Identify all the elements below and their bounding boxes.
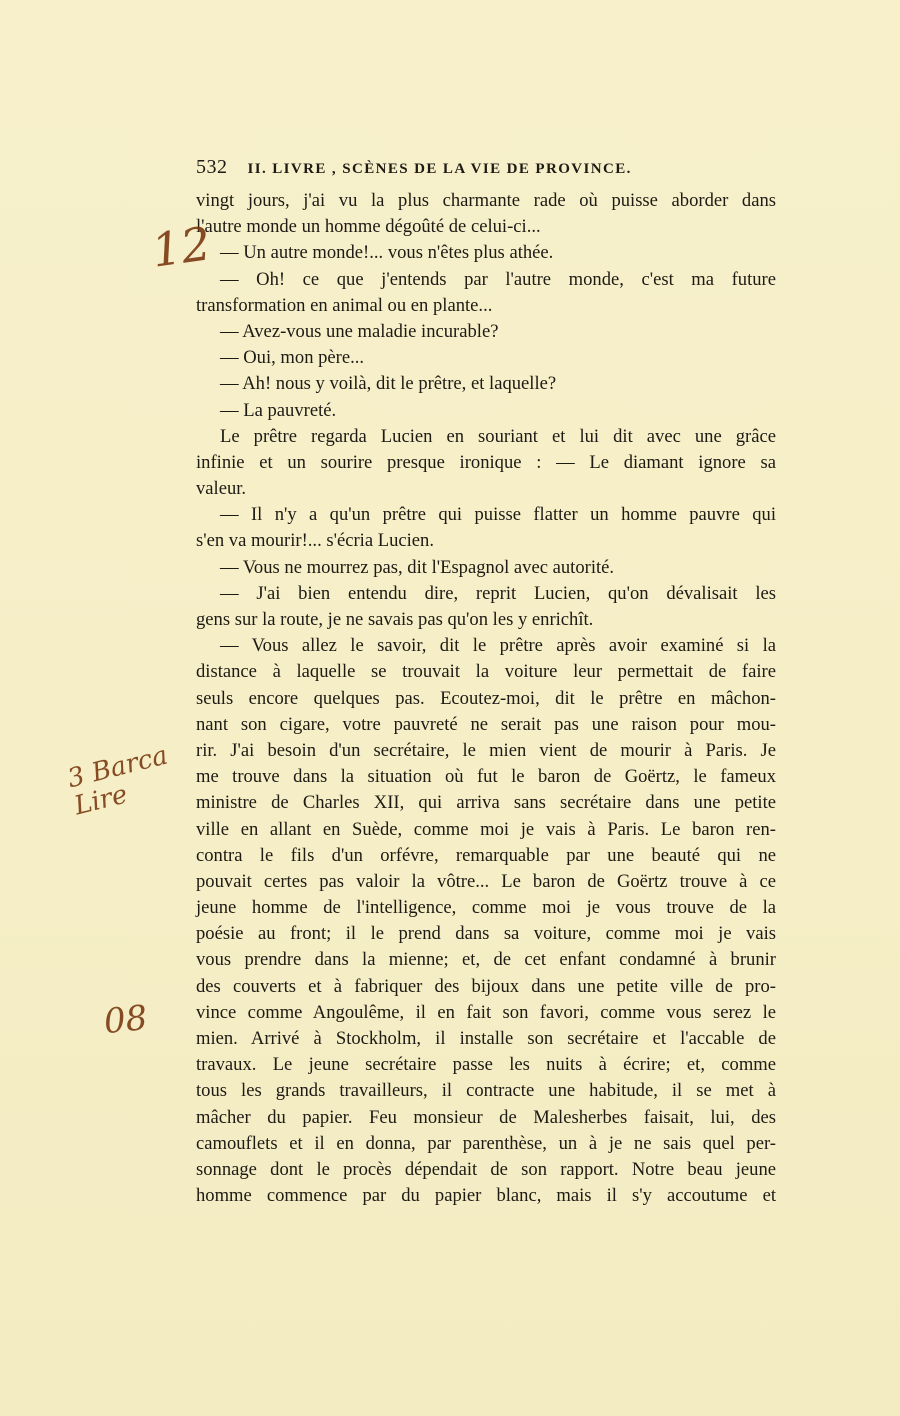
text-line: pouvait certes pas valoir la vôtre... Le baron de Goërtz trouve à ce [196,870,776,892]
text-line: nant son cigare, votre pauvreté ne serait pas une raison pour mou- [196,713,776,735]
page-number: 532 [196,156,228,178]
text-line: Le prêtre regarda Lucien en souriant et lui dit avec une grâce [220,425,776,447]
text-line: — Il n'y a qu'un prêtre qui puisse flatter un homme pauvre qui [220,504,776,526]
text-line: vous prendre dans la mienne; et, de cet enfant condamné à brunir [196,949,776,971]
text-line: gens sur la route, je ne savais pas qu'on les y enrichît. [196,609,594,630]
text-line: tous les grands travailleurs, il contracte une habitude, il se met à [196,1080,776,1102]
text-line: — Vous ne mourrez pas, dit l'Espagnol avec autorité. [220,556,615,578]
text-line: — Avez-vous une maladie incurable? [220,320,499,342]
text-line: poésie au front; il le prend dans sa voiture, comme moi je vais [196,923,776,945]
running-head: II. LIVRE , SCÈNES DE LA VIE DE PROVINCE. [247,161,632,177]
text-line: infinie et un sourire presque ironique : — Le diamant ignore sa [196,451,776,473]
text-line: — Ah! nous y voilà, dit le prêtre, et laquelle? [220,373,557,395]
page-header [196,156,776,186]
text-line: des couverts et à fabriquer des bijoux dans une petite ville de pro- [196,975,776,997]
text-line: mien. Arrivé à Stockholm, il installe son secrétaire et l'accable de [196,1028,776,1049]
text-line: transformation en animal ou en plante... [196,294,493,316]
text-line: jeune homme de l'intelligence, comme moi je vous trouve de la [196,897,776,919]
text-line: — Oh! ce que j'entends par l'autre monde, c'est ma future [220,268,776,290]
text-line: rir. J'ai besoin d'un secrétaire, le mien vient de mourir à Paris. Je [196,739,776,761]
text-line: vingt jours, j'ai vu la plus charmante rade où puisse aborder dans [196,190,776,211]
handwritten-annotation-bottom: 08 [102,997,150,1043]
text-line: camouflets et il en donna, par parenthèse, un à je ne sais quel per- [196,1132,776,1154]
text-line: valeur. [196,478,247,500]
text-line: travaux. Le jeune secrétaire passe les nuits à écrire; et, comme [196,1054,776,1076]
body-text [196,188,776,1209]
text-line: seuls encore quelques pas. Ecoutez-moi, dit le prêtre en mâchon- [196,687,776,709]
text-line: sonnage dont le procès dépendait de son rapport. Notre beau jeune [196,1158,776,1180]
text-line: — Oui, mon père... [220,347,365,369]
text-line: — Vous allez le savoir, dit le prêtre après avoir examiné si la [220,635,776,657]
text-line: vince comme Angoulême, il en fait son favori, comme vous serez le [196,1001,776,1023]
text-line: — Un autre monde!... vous n'êtes plus athée. [220,242,554,264]
text-line: distance à laquelle se trouvait la voiture leur permettait de faire [196,661,776,683]
handwritten-annotation-middle: 3 Barca Lire [64,740,171,822]
text-line: me trouve dans la situation où fut le baron de Goërtz, le fameux [196,766,776,788]
text-line: l'autre monde un homme dégoûté de celui-ci... [196,216,541,238]
text-line: s'en va mourir!... s'écria Lucien. [196,530,434,552]
text-line: ministre de Charles XII, qui arriva sans secrétaire dans une petite [196,792,776,814]
text-line: contra le fils d'un orfévre, remarquable par une beauté qui ne [196,844,776,866]
text-line: mâcher du papier. Feu monsieur de Malesherbes faisait, lui, des [196,1106,776,1128]
handwritten-annotation-top: 12 [148,216,215,278]
text-line: homme commence par du papier blanc, mais il s'y accoutume et [196,1185,776,1207]
text-line: — J'ai bien entendu dire, reprit Lucien, qu'on dévalisait les [220,582,776,604]
text-line: ville en allant en Suède, comme moi je vais à Paris. Le baron ren- [196,818,776,840]
text-line: — La pauvreté. [220,399,337,421]
